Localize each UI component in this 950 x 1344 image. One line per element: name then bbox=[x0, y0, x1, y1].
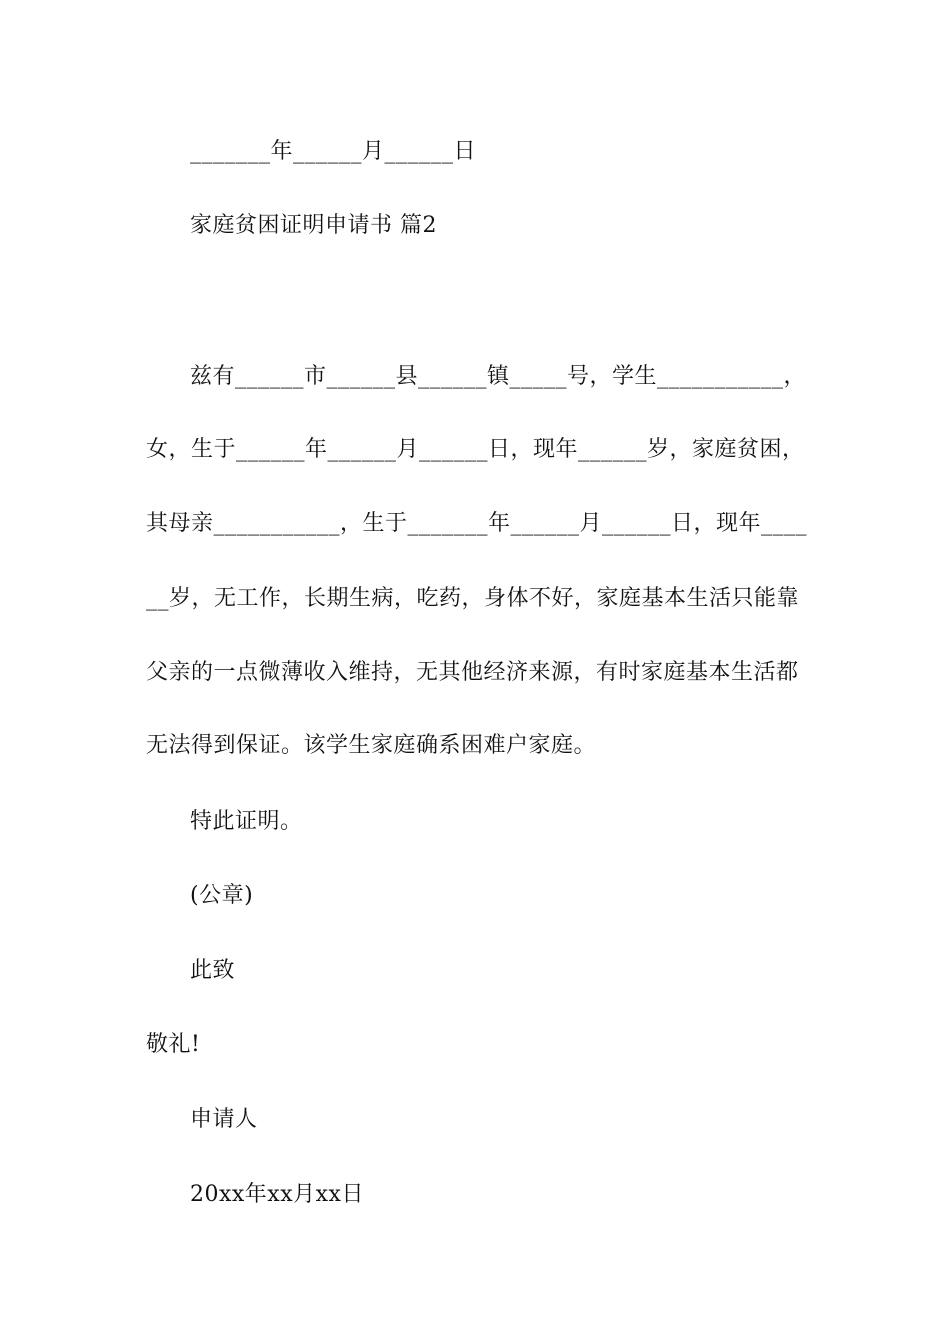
date-bottom: 20xx年xx月xx日 bbox=[190, 1182, 364, 1207]
salutation-line-1: 此致 bbox=[190, 958, 236, 983]
body-line: 其母亲___________，生于_______年______月______日，现年____ bbox=[146, 511, 808, 536]
applicant-label: 申请人 bbox=[190, 1107, 258, 1132]
body-line: 兹有______市______县______镇_____号，学生___________， bbox=[190, 364, 807, 389]
salutation-line-2: 敬礼! bbox=[146, 1032, 201, 1057]
seal-text: (公章) bbox=[190, 883, 254, 908]
body-line: __岁，无工作，长期生病，吃药，身体不好，家庭基本生活只能靠 bbox=[146, 586, 800, 611]
date-line-top: _______年______月______日 bbox=[190, 139, 477, 164]
body-line: 女，生于______年______月______日，现年______岁，家庭贫困， bbox=[146, 437, 805, 462]
body-line: 无法得到保证。该学生家庭确系困难户家庭。 bbox=[146, 733, 597, 758]
body-line: 父亲的一点微薄收入维持，无其他经济来源，有时家庭基本生活都 bbox=[146, 660, 799, 685]
section-title: 家庭贫困证明申请书 篇2 bbox=[190, 213, 437, 238]
certify-text: 特此证明。 bbox=[190, 809, 303, 834]
